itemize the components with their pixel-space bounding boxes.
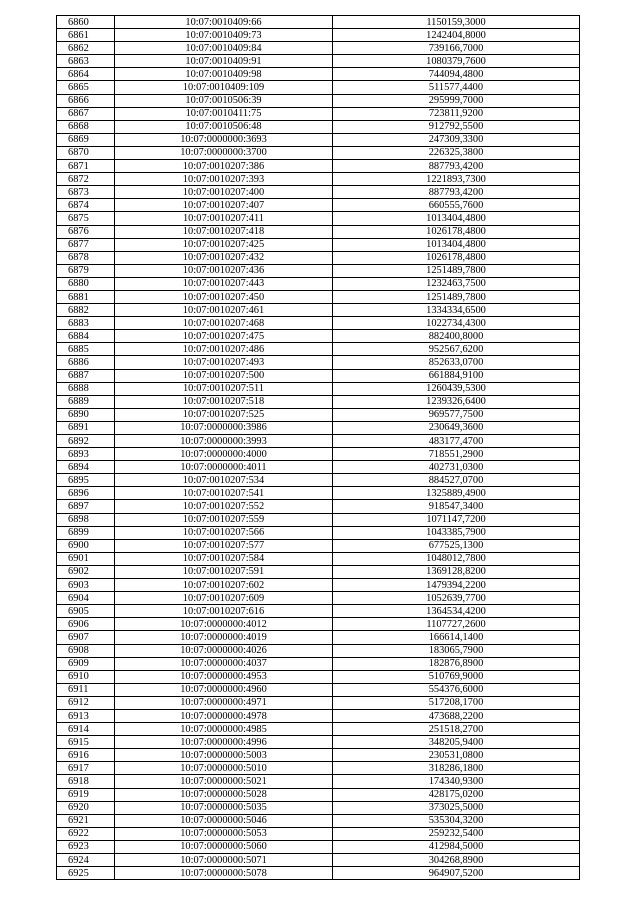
table-row [57,552,580,565]
cadastral-value: 1026178,4800 [333,225,580,238]
cadastral-number: 10:07:0010409:66 [115,16,333,29]
cadastral-number: 10:07:0010207:584 [115,552,333,565]
row-number: 6890 [57,408,115,421]
cadastral-value: 1251489,7800 [333,290,580,303]
cadastral-number: 10:07:0000000:4037 [115,657,333,670]
row-number: 6899 [57,526,115,539]
cadastral-number: 10:07:0010409:84 [115,42,333,55]
cadastral-value: 739166,7000 [333,42,580,55]
table-row [57,775,580,788]
table-row [57,16,580,29]
table-row [57,120,580,133]
table-row [57,421,580,434]
row-number: 6905 [57,605,115,618]
cadastral-number: 10:07:0010207:534 [115,474,333,487]
table-row [57,186,580,199]
table-row [57,408,580,421]
row-number: 6925 [57,867,115,880]
table-row [57,709,580,722]
cadastral-number: 10:07:0010207:407 [115,199,333,212]
table-row [57,605,580,618]
table-row [57,212,580,225]
cadastral-number: 10:07:0000000:5071 [115,854,333,867]
row-number: 6875 [57,212,115,225]
cadastral-number: 10:07:0000000:4000 [115,448,333,461]
row-number: 6922 [57,827,115,840]
row-number: 6878 [57,251,115,264]
table-row [57,801,580,814]
cadastral-number: 10:07:0000000:5053 [115,827,333,840]
row-number: 6871 [57,160,115,173]
row-number: 6896 [57,487,115,500]
cadastral-value: 247309,3300 [333,133,580,146]
row-number: 6861 [57,29,115,42]
table-row [57,592,580,605]
row-number: 6883 [57,317,115,330]
row-number: 6870 [57,146,115,159]
cadastral-value: 402731,0300 [333,461,580,474]
cadastral-value: 1364534,4200 [333,605,580,618]
table-row [57,749,580,762]
table-row [57,618,580,631]
table-row [57,343,580,356]
cadastral-number: 10:07:0010207:511 [115,382,333,395]
table-row [57,55,580,68]
cadastral-number: 10:07:0010506:39 [115,94,333,107]
cadastral-value: 259232,5400 [333,827,580,840]
table-row [57,146,580,159]
cadastral-value: 182876,8900 [333,657,580,670]
row-number: 6879 [57,264,115,277]
cadastral-value: 918547,3400 [333,500,580,513]
cadastral-value: 1242404,8000 [333,29,580,42]
cadastral-value: 884527,0700 [333,474,580,487]
cadastral-value: 230649,3600 [333,421,580,434]
cadastral-number: 10:07:0000000:5021 [115,775,333,788]
cadastral-number: 10:07:0010207:616 [115,605,333,618]
row-number: 6920 [57,801,115,814]
cadastral-value: 412984,5000 [333,840,580,853]
cadastral-value: 964907,5200 [333,867,580,880]
cadastral-number: 10:07:0010207:411 [115,212,333,225]
cadastral-value: 554376,6000 [333,683,580,696]
cadastral-number: 10:07:0000000:4012 [115,618,333,631]
cadastral-number: 10:07:0010409:109 [115,81,333,94]
cadastral-number: 10:07:0000000:3986 [115,421,333,434]
cadastral-value: 373025,5000 [333,801,580,814]
table-row [57,435,580,448]
table-row [57,251,580,264]
cadastral-number: 10:07:0010207:475 [115,330,333,343]
row-number: 6876 [57,225,115,238]
cadastral-value: 226325,3800 [333,146,580,159]
cadastral-number: 10:07:0010207:461 [115,304,333,317]
table-row [57,356,580,369]
cadastral-number: 10:07:0000000:4953 [115,670,333,683]
table-row [57,854,580,867]
cadastral-value: 660555,7600 [333,199,580,212]
cadastral-value: 1013404,4800 [333,212,580,225]
cadastral-value: 1232463,7500 [333,277,580,290]
table-row [57,762,580,775]
cadastral-value: 1013404,4800 [333,238,580,251]
table-row [57,199,580,212]
cadastral-number: 10:07:0000000:5028 [115,788,333,801]
table-row [57,526,580,539]
cadastral-value: 1260439,5300 [333,382,580,395]
table-row [57,264,580,277]
cadastral-number: 10:07:0010207:443 [115,277,333,290]
cadastral-number: 10:07:0010207:525 [115,408,333,421]
cadastral-number: 10:07:0010207:541 [115,487,333,500]
row-number: 6887 [57,369,115,382]
cadastral-number: 10:07:0000000:4985 [115,723,333,736]
row-number: 6923 [57,840,115,853]
cadastral-number: 10:07:0010207:393 [115,173,333,186]
table-row [57,94,580,107]
row-number: 6860 [57,16,115,29]
cadastral-value: 718551,2900 [333,448,580,461]
cadastral-number: 10:07:0010411:75 [115,107,333,120]
cadastral-number: 10:07:0010207:400 [115,186,333,199]
table-row [57,513,580,526]
table-row [57,81,580,94]
row-number: 6877 [57,238,115,251]
cadastral-value: 1479394,2200 [333,579,580,592]
cadastral-value: 887793,4200 [333,186,580,199]
table-row [57,42,580,55]
table-row [57,290,580,303]
cadastral-number: 10:07:0000000:5078 [115,867,333,880]
table-row [57,670,580,683]
cadastral-number: 10:07:0010207:566 [115,526,333,539]
table-row [57,814,580,827]
cadastral-value: 1325889,4900 [333,487,580,500]
row-number: 6916 [57,749,115,762]
row-number: 6895 [57,474,115,487]
cadastral-number: 10:07:0010207:559 [115,513,333,526]
row-number: 6894 [57,461,115,474]
row-number: 6880 [57,277,115,290]
table-row [57,68,580,81]
cadastral-number: 10:07:0000000:5046 [115,814,333,827]
cadastral-number: 10:07:0010409:98 [115,68,333,81]
table-row [57,461,580,474]
cadastral-value: 517208,1700 [333,696,580,709]
row-number: 6909 [57,657,115,670]
row-number: 6903 [57,579,115,592]
table-row [57,160,580,173]
cadastral-number: 10:07:0000000:4978 [115,709,333,722]
cadastral-value: 852633,0700 [333,356,580,369]
table-row [57,631,580,644]
cadastral-value: 483177,4700 [333,435,580,448]
row-number: 6869 [57,133,115,146]
cadastral-value: 887793,4200 [333,160,580,173]
row-number: 6885 [57,343,115,356]
cadastral-value: 661884,9100 [333,369,580,382]
row-number: 6884 [57,330,115,343]
table-row [57,827,580,840]
row-number: 6898 [57,513,115,526]
table-row [57,788,580,801]
table-row [57,238,580,251]
table-row [57,29,580,42]
row-number: 6893 [57,448,115,461]
cadastral-number: 10:07:0010207:425 [115,238,333,251]
row-number: 6906 [57,618,115,631]
cadastral-number: 10:07:0010207:591 [115,565,333,578]
table-row [57,369,580,382]
row-number: 6913 [57,709,115,722]
cadastral-number: 10:07:0000000:5035 [115,801,333,814]
row-number: 6897 [57,500,115,513]
row-number: 6874 [57,199,115,212]
table-row [57,173,580,186]
cadastral-number: 10:07:0000000:4960 [115,683,333,696]
cadastral-value: 882400,8000 [333,330,580,343]
table-row [57,474,580,487]
cadastral-number: 10:07:0010207:500 [115,369,333,382]
cadastral-number: 10:07:0010207:609 [115,592,333,605]
table-row [57,487,580,500]
cadastral-number: 10:07:0000000:5003 [115,749,333,762]
cadastral-value: 1080379,7600 [333,55,580,68]
cadastral-value: 511577,4400 [333,81,580,94]
row-number: 6889 [57,395,115,408]
row-number: 6866 [57,94,115,107]
row-number: 6863 [57,55,115,68]
cadastral-value: 304268,8900 [333,854,580,867]
table-row [57,395,580,408]
row-number: 6908 [57,644,115,657]
cadastral-value: 166614,1400 [333,631,580,644]
cadastral-value: 1239326,6400 [333,395,580,408]
row-number: 6886 [57,356,115,369]
cadastral-number: 10:07:0000000:4971 [115,696,333,709]
cadastral-number: 10:07:0010207:436 [115,264,333,277]
row-number: 6867 [57,107,115,120]
cadastral-value: 912792,5500 [333,120,580,133]
cadastral-value: 428175,0200 [333,788,580,801]
table-row [57,317,580,330]
cadastral-number: 10:07:0010506:48 [115,120,333,133]
cadastral-number: 10:07:0010409:91 [115,55,333,68]
cadastral-value: 348205,9400 [333,736,580,749]
cadastral-value: 295999,7000 [333,94,580,107]
cadastral-value: 723811,9200 [333,107,580,120]
row-number: 6915 [57,736,115,749]
cadastral-value: 1334334,6500 [333,304,580,317]
row-number: 6907 [57,631,115,644]
table-row [57,500,580,513]
cadastral-number: 10:07:0010409:73 [115,29,333,42]
row-number: 6873 [57,186,115,199]
row-number: 6872 [57,173,115,186]
table-row [57,330,580,343]
cadastral-number: 10:07:0010207:518 [115,395,333,408]
table-body [57,16,580,880]
cadastral-value: 473688,2200 [333,709,580,722]
cadastral-value: 1369128,8200 [333,565,580,578]
cadastral-value: 251518,2700 [333,723,580,736]
row-number: 6902 [57,565,115,578]
table-row [57,304,580,317]
cadastral-number: 10:07:0000000:5060 [115,840,333,853]
table-row [57,133,580,146]
cadastral-value-table [56,15,580,880]
cadastral-value: 1048012,7800 [333,552,580,565]
row-number: 6912 [57,696,115,709]
cadastral-value: 677525,1300 [333,539,580,552]
table-row [57,565,580,578]
row-number: 6921 [57,814,115,827]
cadastral-value: 1043385,7900 [333,526,580,539]
cadastral-value: 1071147,7200 [333,513,580,526]
row-number: 6914 [57,723,115,736]
cadastral-value: 1251489,7800 [333,264,580,277]
cadastral-number: 10:07:0010207:386 [115,160,333,173]
row-number: 6911 [57,683,115,696]
table-row [57,107,580,120]
cadastral-number: 10:07:0000000:4011 [115,461,333,474]
cadastral-value: 1022734,4300 [333,317,580,330]
table-row [57,723,580,736]
cadastral-number: 10:07:0000000:4996 [115,736,333,749]
cadastral-number: 10:07:0010207:450 [115,290,333,303]
cadastral-number: 10:07:0000000:3700 [115,146,333,159]
cadastral-value: 1150159,3000 [333,16,580,29]
row-number: 6868 [57,120,115,133]
cadastral-number: 10:07:0010207:493 [115,356,333,369]
table-row [57,225,580,238]
row-number: 6892 [57,435,115,448]
row-number: 6864 [57,68,115,81]
table-row [57,382,580,395]
cadastral-value: 952567,6200 [333,343,580,356]
cadastral-number: 10:07:0010207:552 [115,500,333,513]
table-row [57,867,580,880]
cadastral-value: 1026178,4800 [333,251,580,264]
cadastral-number: 10:07:0000000:4019 [115,631,333,644]
row-number: 6917 [57,762,115,775]
row-number: 6918 [57,775,115,788]
row-number: 6910 [57,670,115,683]
row-number: 6901 [57,552,115,565]
table-row [57,539,580,552]
table-row [57,696,580,709]
cadastral-number: 10:07:0000000:4026 [115,644,333,657]
cadastral-value: 318286,1800 [333,762,580,775]
cadastral-value: 744094,4800 [333,68,580,81]
cadastral-value: 230531,0800 [333,749,580,762]
row-number: 6891 [57,421,115,434]
cadastral-number: 10:07:0010207:602 [115,579,333,592]
row-number: 6862 [57,42,115,55]
cadastral-number: 10:07:0010207:577 [115,539,333,552]
table-row [57,657,580,670]
table-row [57,277,580,290]
table-row [57,683,580,696]
cadastral-value: 510769,9000 [333,670,580,683]
cadastral-value: 1107727,2600 [333,618,580,631]
table-row [57,840,580,853]
cadastral-number: 10:07:0000000:5010 [115,762,333,775]
row-number: 6881 [57,290,115,303]
table-row [57,579,580,592]
cadastral-number: 10:07:0000000:3693 [115,133,333,146]
table-row [57,448,580,461]
row-number: 6900 [57,539,115,552]
cadastral-value: 183065,7900 [333,644,580,657]
row-number: 6888 [57,382,115,395]
cadastral-number: 10:07:0010207:432 [115,251,333,264]
row-number: 6919 [57,788,115,801]
row-number: 6865 [57,81,115,94]
cadastral-value: 535304,3200 [333,814,580,827]
cadastral-number: 10:07:0010207:486 [115,343,333,356]
cadastral-number: 10:07:0010207:468 [115,317,333,330]
cadastral-number: 10:07:0010207:418 [115,225,333,238]
row-number: 6882 [57,304,115,317]
table-row [57,644,580,657]
cadastral-value: 1221893,7300 [333,173,580,186]
cadastral-value: 969577,7500 [333,408,580,421]
row-number: 6904 [57,592,115,605]
row-number: 6924 [57,854,115,867]
cadastral-value: 1052639,7700 [333,592,580,605]
table-row [57,736,580,749]
cadastral-value: 174340,9300 [333,775,580,788]
cadastral-number: 10:07:0000000:3993 [115,435,333,448]
